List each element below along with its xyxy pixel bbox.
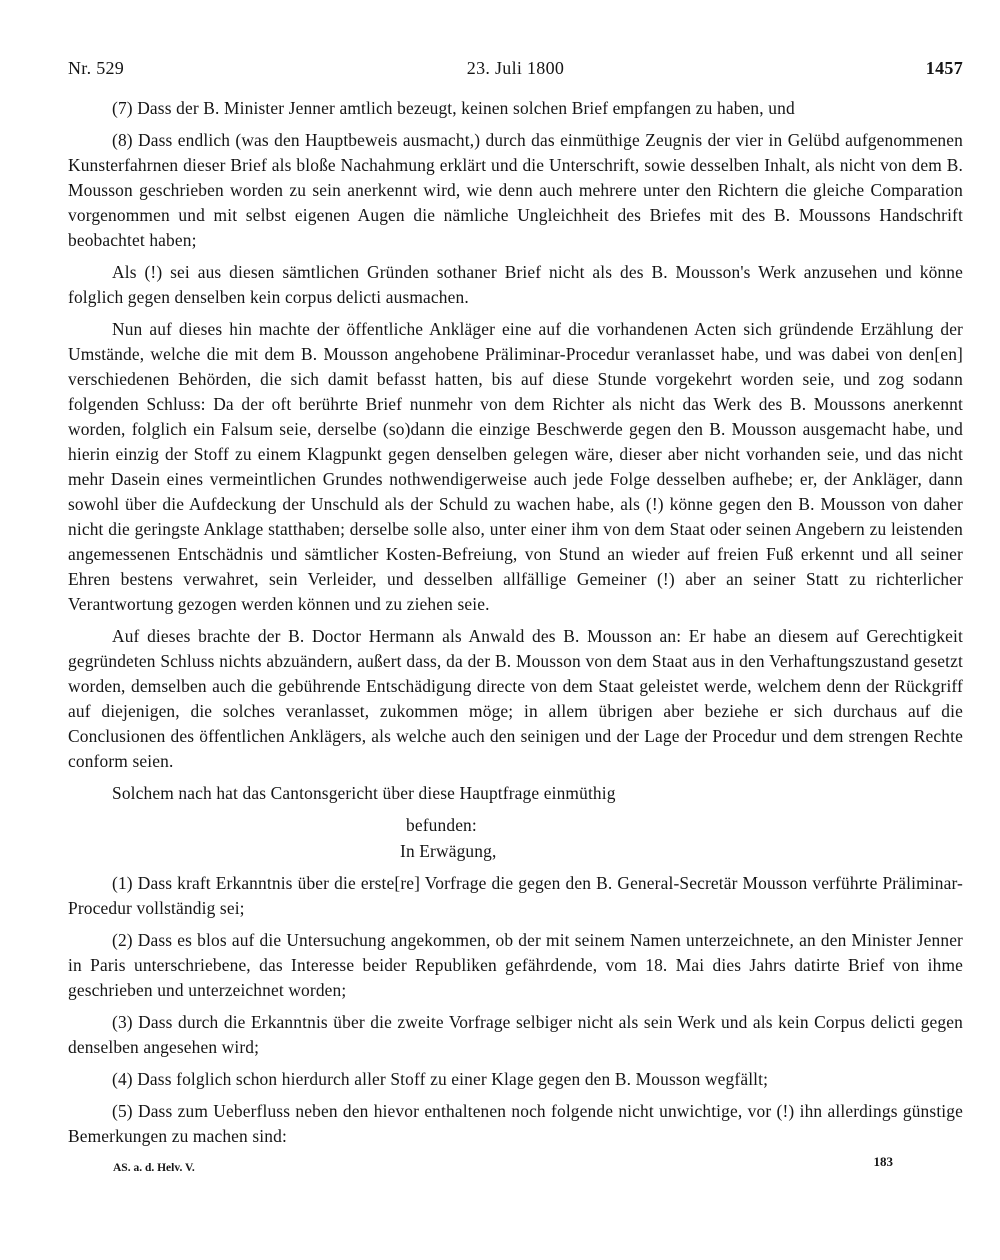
paragraph-point-7: (7) Dass der B. Minister Jenner amtlich bezeugt, keinen solchen Brief empfangen zu haben, und — [112, 98, 795, 118]
sheet-number: 183 — [873, 1154, 893, 1169]
paragraph-attorney: Auf dieses brachte der B. Doctor Hermann als Anwald des B. Mousson an: Er habe an diesem auf Gerechtigkeit gegründeten Schluss nichts abzuändern, außert dass, da der B. Mousson von dem Staat aus in den Verhaftungszustand gesetzt worden, demselben auch die gebührende Entschädigung directe von dem Staat geleistet werde, welchem denn der Rückgriff auf diejenigen, die solches veranlasset, zukommen möge; in allem übrigen aber beziehe er sich durchaus auf die Conclusionen des öffentlichen Anklägers, als welche auch den seinigen und der Lage der Procedur und dem strengen Rechte conform seien. — [68, 626, 963, 771]
page-footer — [113, 1154, 893, 1178]
consideration-4: (4) Dass folglich schon hierdurch aller Stoff zu einer Klage gegen den B. Mousson wegfällt; — [112, 1069, 769, 1089]
consideration-2: (2) Dass es blos auf die Untersuchung angekommen, ob der mit seinem Namen unterzeichnete, an den Minister Jenner in Paris unterschriebene, das Interesse beider Republiken gefährdende, vom 18. Mai dies Jahrs datirte Brief von ihme geschrieben und unterzeichnet worden; — [68, 930, 963, 1000]
document-number: Nr. 529 — [68, 58, 125, 78]
consideration-5: (5) Dass zum Ueberfluss neben den hievor enthaltenen noch folgende nicht unwichtige, vor (!) ihn allerdings günstige Bemerkungen zu machen sind: — [68, 1101, 963, 1146]
paragraph-point-8: (8) Dass endlich (was den Hauptbeweis ausmacht,) durch das einmüthige Zeugnis der vier in Gelübd aufgenommenen Kunsterfahrnen dieser Brief als bloße Nachahmung erklärt und die Unterschrift, sowie desselben Inhalt, als nicht von dem B. Mousson geschrieben worden zu sein anerkennt wird, wie denn auch mehrere unter den Richtern die gleiche Comparation vorgenommen und mit selbst eigenen Augen die nämliche Ungleichheit des Briefes mit des B. Moussons Handschrift beobachtet haben; — [68, 130, 963, 250]
document-date: 23. Juli 1800 — [466, 58, 565, 78]
source-reference: AS. a. d. Helv. V. — [113, 1162, 195, 1174]
page-number: 1457 — [925, 58, 963, 78]
heading-erwaegung: In Erwägung, — [400, 841, 497, 861]
heading-befunden: befunden: — [406, 815, 477, 835]
document-body — [68, 96, 963, 1156]
page-header — [68, 58, 963, 82]
paragraph-prosecutor: Nun auf dieses hin machte der öffentliche Ankläger eine auf die vorhandenen Acten sich gründende Erzählung der Umstände, welche die mit dem B. Mousson angehobene Präliminar-Procedur veranlasset habe, und was dabei von den[en] verschiedenen Behörden, die sich damit befasst hatten, bis auf diese Stunde vorgekehrt worden seie, und zog sodann folgenden Schluss: Da der oft berührte Brief nunmehr von dem Richter als nicht das Werk des B. Moussons anerkennt worden, folglich ein Falsum seie, derselbe (so)dann die einzige Beschwerde gegen den B. Mousson ausgemacht habe, und hierin einzig der Stoff zu einem Klagpunkt gegen denselben gelegen wäre, dieser aber nicht vorhanden seie, und das nicht mehr Dasein eines vermeintlichen Grundes nothwendigerweise auch jede Folge desselben aufhebe; er, der Ankläger, dann sowohl über die Aufdeckung der Unschuld als der Schuld zu wachen habe, als (!) könne gegen den B. Mousson von daher nicht die geringste Anklage statthaben; derselbe solle also, unter einer ihm von dem Staat oder seinen Angebern zu leistenden angemessenen Entschädnis und sämtlicher Kosten-Befreiung, von Stund an wieder auf freien Fuß erkennt und all seiner Ehren bestens verwahret, sein Verleider, und desselben allfällige Gemeiner (!) aber an seiner Statt zu richterlicher Verantwortung gezogen werden können und zu ziehen seie. — [68, 319, 963, 614]
consideration-1: (1) Dass kraft Erkanntnis über die erste[re] Vorfrage die gegen den B. General-Secretär Mousson verführte Präliminar-Procedur vollständig sei; — [68, 873, 963, 918]
consideration-3: (3) Dass durch die Erkanntnis über die zweite Vorfrage selbiger nicht als sein Werk und als kein Corpus delicti gegen denselben angesehen wird; — [68, 1012, 963, 1057]
paragraph-court-intro: Solchem nach hat das Cantonsgericht über diese Hauptfrage einmüthig — [112, 783, 616, 803]
paragraph-conclusion: Als (!) sei aus diesen sämtlichen Gründen sothaner Brief nicht als des B. Mousson's Werk anzusehen und könne folglich gegen denselben kein corpus delicti ausmachen. — [68, 262, 963, 307]
